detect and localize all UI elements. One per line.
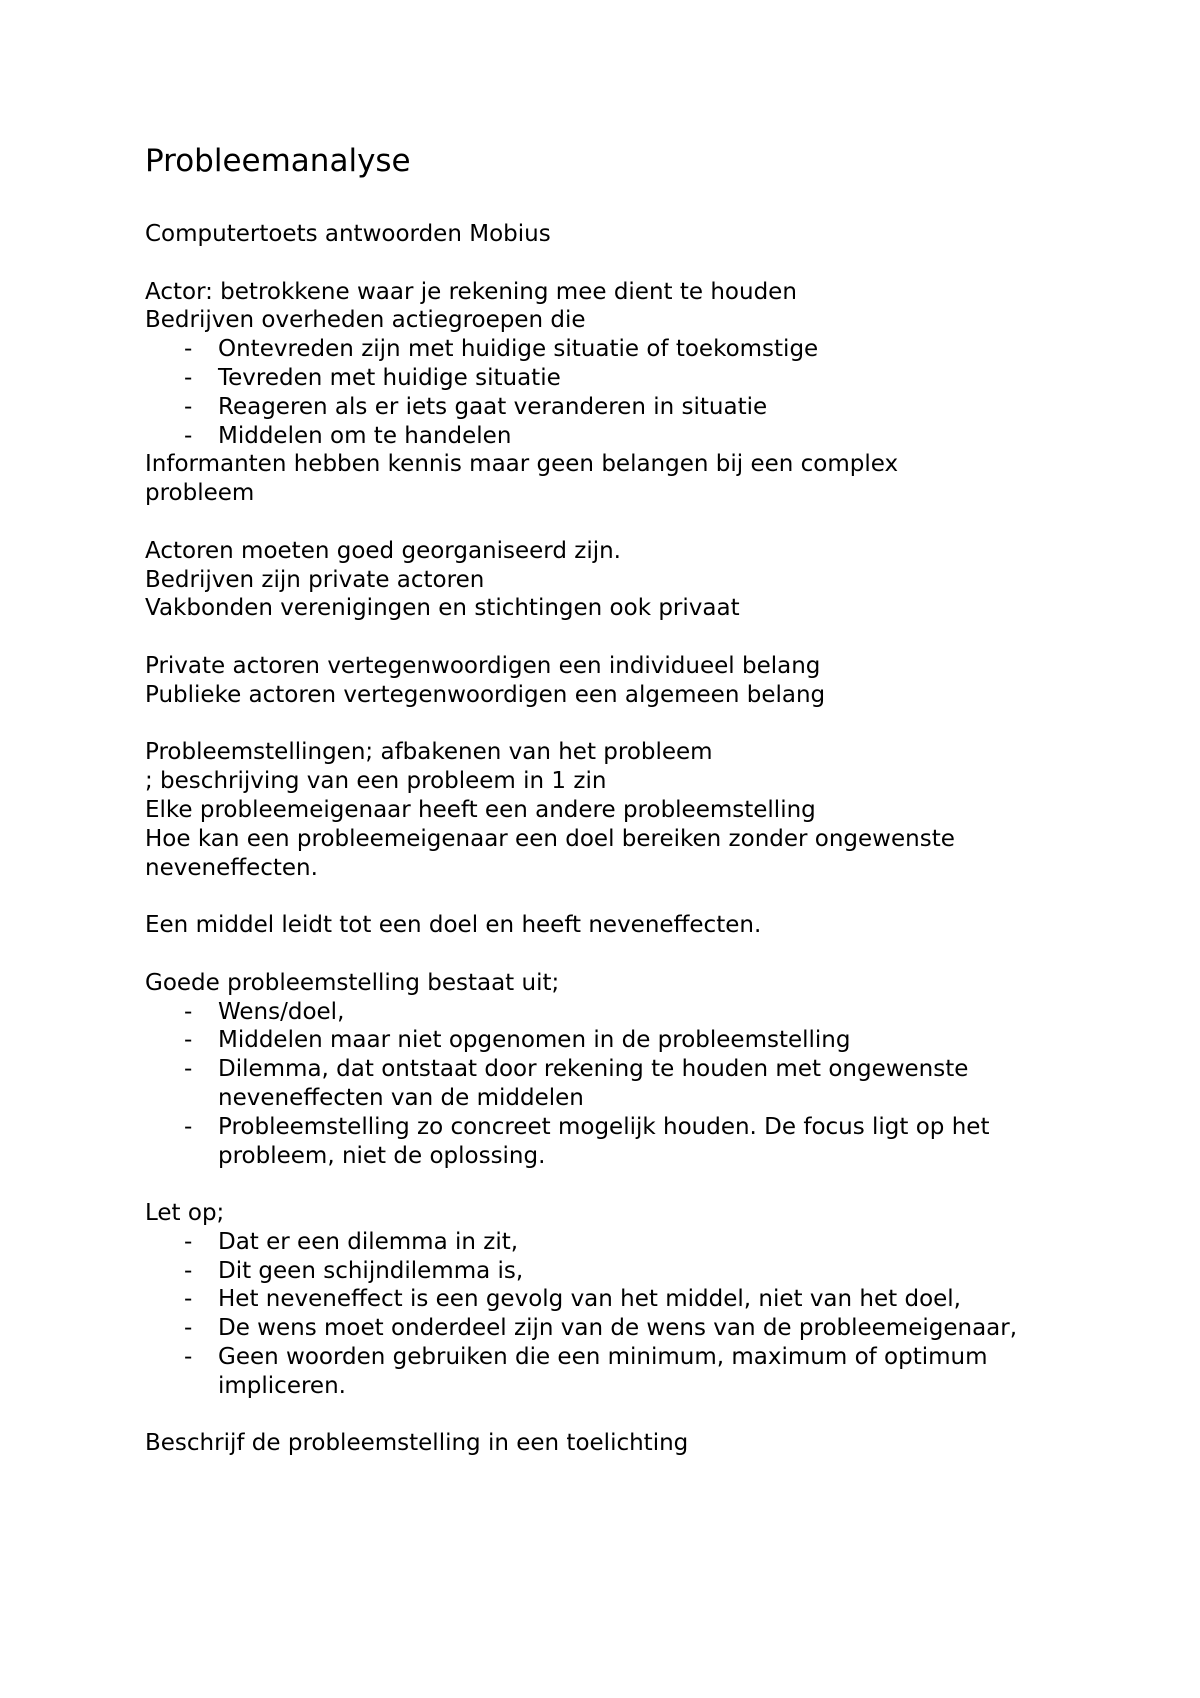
probleemstellingen-line: Hoe kan een probleemeigenaar een doel bereiken zonder ongewenste	[145, 825, 955, 852]
list-item	[145, 1113, 1105, 1171]
list-item-text: - Probleemstelling zo concreet mogelijk houden. De focus ligt op het	[218, 1113, 990, 1140]
goede-list	[145, 998, 1105, 1171]
list-item	[145, 1026, 1105, 1055]
subtitle: Computertoets antwoorden Mobius	[145, 221, 551, 247]
belang-line: Private actoren vertegenwoordigen een individueel belang	[145, 652, 821, 679]
list-item-text-cont: impliceren.	[218, 1372, 346, 1399]
actor-intro: Bedrijven overheden actiegroepen die	[145, 307, 586, 334]
spacer	[145, 508, 1105, 537]
organisatie-line: Actoren moeten goed georganiseerd zijn.	[145, 537, 621, 564]
list-item-text-cont: neveneffecten van de middelen	[218, 1084, 584, 1111]
list-item: - Reageren als er iets gaat veranderen in situatie	[145, 393, 1105, 422]
list-item: - Middelen om te handelen	[145, 422, 1105, 451]
organisatie-line: Bedrijven zijn private actoren	[145, 566, 485, 593]
informanten-line-cont: probleem	[145, 480, 255, 507]
organisatie-line: Vakbonden verenigingen en stichtingen ook privaat	[145, 595, 740, 622]
spacer	[145, 1401, 1105, 1430]
list-item-text: - Geen woorden gebruiken die een minimum, maximum of optimum	[218, 1344, 988, 1371]
list-item-text: - Dit geen schijndilemma is,	[218, 1257, 524, 1284]
actor-list	[145, 335, 1105, 450]
spacer	[145, 882, 1105, 911]
list-item	[145, 1257, 1105, 1286]
probleemstellingen-line: ; beschrijving van een probleem in 1 zin	[145, 768, 607, 795]
spacer	[145, 710, 1105, 739]
list-item	[145, 1285, 1105, 1314]
document-body	[145, 220, 1105, 1458]
list-item	[145, 1055, 1105, 1113]
actor-definition: Actor: betrokkene waar je rekening mee dient te houden	[145, 278, 797, 305]
list-item	[145, 1314, 1105, 1343]
letop-list	[145, 1228, 1105, 1401]
list-item	[145, 1343, 1105, 1401]
spacer	[145, 623, 1105, 652]
middel-line: Een middel leidt tot een doel en heeft neveneffecten.	[145, 912, 762, 939]
spacer	[145, 1170, 1105, 1199]
list-item-text: - Wens/doel,	[218, 998, 345, 1025]
list-item-text: - De wens moet onderdeel zijn van de wens van de probleemeigenaar,	[218, 1315, 1018, 1342]
list-item-text: - Dilemma, dat ontstaat door rekening te houden met ongewenste	[218, 1056, 969, 1083]
belang-line: Publieke actoren vertegenwoordigen een algemeen belang	[145, 681, 826, 708]
goede-intro: Goede probleemstelling bestaat uit;	[145, 969, 560, 996]
probleemstellingen-line: Elke probleemeigenaar heeft een andere probleemstelling	[145, 796, 816, 823]
informanten-line: Informanten hebben kennis maar geen belangen bij een complex	[145, 451, 899, 478]
letop-intro: Let op;	[145, 1200, 225, 1227]
list-item-text: - Dat er een dilemma in zit,	[218, 1228, 519, 1255]
list-item: - Tevreden met huidige situatie	[145, 364, 1105, 393]
page-title: Probleemanalyse	[145, 143, 411, 179]
list-item-text: - Het neveneffect is een gevolg van het middel, niet van het doel,	[218, 1286, 961, 1313]
probleemstellingen-line: neveneffecten.	[145, 854, 318, 881]
list-item: - Ontevreden zijn met huidige situatie of toekomstige	[145, 335, 1105, 364]
slot-line: Beschrijf de probleemstelling in een toelichting	[145, 1430, 689, 1457]
list-item	[145, 998, 1105, 1027]
spacer	[145, 249, 1105, 278]
list-item	[145, 1228, 1105, 1257]
spacer	[145, 940, 1105, 969]
probleemstellingen-line: Probleemstellingen; afbakenen van het probleem	[145, 739, 713, 766]
list-item-text: - Middelen maar niet opgenomen in de probleemstelling	[218, 1027, 851, 1054]
list-item-text-cont: probleem, niet de oplossing.	[218, 1142, 546, 1169]
